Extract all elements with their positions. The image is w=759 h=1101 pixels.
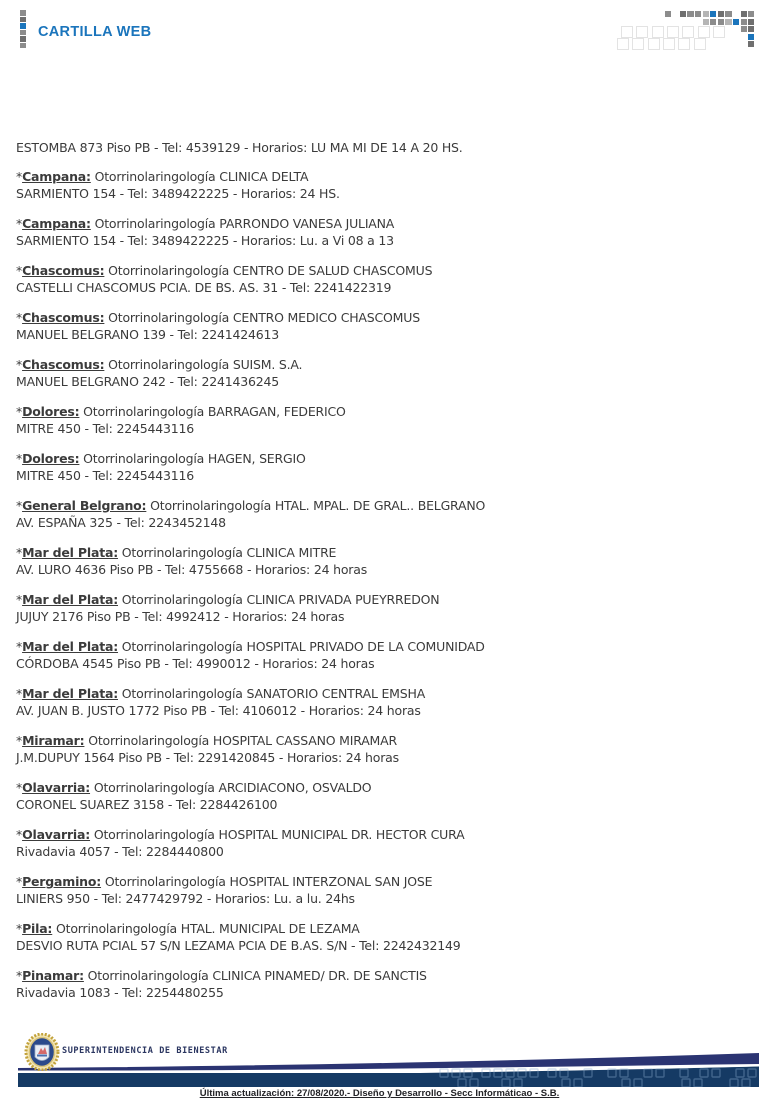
page-header — [0, 0, 759, 62]
entry-asterisk: * — [16, 498, 23, 513]
entry-city: Mar del Plata: — [22, 545, 119, 560]
entry-asterisk: * — [16, 968, 23, 983]
entry-city: Dolores: — [22, 451, 80, 466]
provider-entry — [16, 779, 743, 813]
entry-detail: CASTELLI CHASCOMUS PCIA. DE BS. AS. 31 - Tel: 2241422319 — [16, 280, 392, 295]
entry-asterisk: * — [16, 169, 23, 184]
provider-entry — [16, 920, 743, 954]
entry-provider: Otorrinolaringología HOSPITAL PRIVADO DE LA COMUNIDAD — [118, 639, 485, 654]
entry-headline — [16, 873, 743, 890]
entry-provider: Otorrinolaringología CLINICA DELTA — [90, 169, 309, 184]
entry-headline — [16, 685, 743, 702]
entry-asterisk: * — [16, 404, 23, 419]
entry-headline — [16, 309, 743, 326]
entry-asterisk: * — [16, 545, 23, 560]
entry-detail: JUJUY 2176 Piso PB - Tel: 4992412 - Horarios: 24 horas — [16, 609, 345, 624]
entry-city: Miramar: — [22, 733, 85, 748]
provider-entry — [16, 591, 743, 625]
continued-entry-line: ESTOMBA 873 Piso PB - Tel: 4539129 - Horarios: LU MA MI DE 14 A 20 HS. — [16, 140, 463, 155]
entry-headline — [16, 920, 743, 937]
entry-provider: Otorrinolaringología PARRONDO VANESA JULIANA — [90, 216, 395, 231]
entry-asterisk: * — [16, 780, 23, 795]
entry-headline — [16, 591, 743, 608]
entry-provider: Otorrinolaringología HOSPITAL CASSANO MIRAMAR — [84, 733, 397, 748]
entry-city: Dolores: — [22, 404, 80, 419]
entry-detail: AV. ESPAÑA 325 - Tel: 2243452148 — [16, 515, 226, 530]
entry-provider: Otorrinolaringología CLINICA PINAMED/ DR. DE SANCTIS — [83, 968, 427, 983]
entry-asterisk: * — [16, 874, 23, 889]
entry-detail: LINIERS 950 - Tel: 2477429792 - Horarios: Lu. a lu. 24hs — [16, 891, 355, 906]
page-footer — [0, 1029, 759, 1101]
entry-headline — [16, 826, 743, 843]
entry-detail: DESVIO RUTA PCIAL 57 S/N LEZAMA PCIA DE B.AS. S/N - Tel: 2242432149 — [16, 938, 461, 953]
entry-detail: MITRE 450 - Tel: 2245443116 — [16, 468, 194, 483]
entry-city: Pergamino: — [22, 874, 102, 889]
entry-provider: Otorrinolaringología ARCIDIACONO, OSVALDO — [90, 780, 372, 795]
entry-provider: Otorrinolaringología HAGEN, SERGIO — [79, 451, 306, 466]
entry-detail: AV. LURO 4636 Piso PB - Tel: 4755668 - Horarios: 24 horas — [16, 562, 368, 577]
entry-provider: Otorrinolaringología BARRAGAN, FEDERICO — [79, 404, 346, 419]
page-title: CARTILLA WEB — [38, 24, 152, 40]
entry-headline — [16, 168, 743, 185]
entry-asterisk: * — [16, 263, 23, 278]
entry-headline — [16, 732, 743, 749]
entry-headline — [16, 262, 743, 279]
entry-asterisk: * — [16, 639, 23, 654]
entry-headline — [16, 638, 743, 655]
provider-entry — [16, 638, 743, 672]
entry-asterisk: * — [16, 686, 23, 701]
brand-squares-icon — [20, 10, 26, 49]
provider-entry — [16, 497, 743, 531]
entry-provider: Otorrinolaringología CLINICA MITRE — [118, 545, 337, 560]
entry-detail: SARMIENTO 154 - Tel: 3489422225 - Horarios: Lu. a Vi 08 a 13 — [16, 233, 394, 248]
provider-entry — [16, 309, 743, 343]
entry-provider: Otorrinolaringología CENTRO DE SALUD CHASCOMUS — [104, 263, 433, 278]
entry-provider: Otorrinolaringología SANATORIO CENTRAL EMSHA — [118, 686, 426, 701]
entry-detail: J.M.DUPUY 1564 Piso PB - Tel: 2291420845 - Horarios: 24 horas — [16, 750, 399, 765]
entry-asterisk: * — [16, 592, 23, 607]
entry-detail: AV. JUAN B. JUSTO 1772 Piso PB - Tel: 4106012 - Horarios: 24 horas — [16, 703, 421, 718]
entry-detail: MANUEL BELGRANO 139 - Tel: 2241424613 — [16, 327, 279, 342]
entry-asterisk: * — [16, 216, 23, 231]
entry-headline — [16, 497, 743, 514]
entry-headline — [16, 967, 743, 984]
entry-provider: Otorrinolaringología HTAL. MPAL. DE GRAL.. BELGRANO — [146, 498, 486, 513]
entry-city: Olavarria: — [22, 780, 91, 795]
entry-detail: Rivadavia 4057 - Tel: 2284440800 — [16, 844, 224, 859]
entry-city: Chascomus: — [22, 310, 105, 325]
provider-entry — [16, 732, 743, 766]
entry-city: Chascomus: — [22, 263, 105, 278]
entry-asterisk: * — [16, 310, 23, 325]
provider-entry — [16, 403, 743, 437]
entry-provider: Otorrinolaringología HOSPITAL MUNICIPAL DR. HECTOR CURA — [90, 827, 465, 842]
entry-headline — [16, 215, 743, 232]
org-name: SUPERINTENDENCIA DE BIENESTAR — [62, 1046, 228, 1056]
entry-detail: MANUEL BELGRANO 242 - Tel: 2241436245 — [16, 374, 279, 389]
entry-asterisk: * — [16, 827, 23, 842]
entry-detail: CÓRDOBA 4545 Piso PB - Tel: 4990012 - Horarios: 24 horas — [16, 656, 375, 671]
entry-city: Mar del Plata: — [22, 686, 119, 701]
entry-detail: MITRE 450 - Tel: 2245443116 — [16, 421, 194, 436]
provider-entry — [16, 450, 743, 484]
provider-entry — [16, 356, 743, 390]
entry-detail: CORONEL SUAREZ 3158 - Tel: 2284426100 — [16, 797, 278, 812]
corner-mosaic-decoration — [619, 8, 759, 56]
entry-headline — [16, 356, 743, 373]
provider-entry — [16, 215, 743, 249]
entry-headline — [16, 450, 743, 467]
entry-provider: Otorrinolaringología HOSPITAL INTERZONAL SAN JOSE — [101, 874, 433, 889]
entry-asterisk: * — [16, 733, 23, 748]
provider-entry — [16, 826, 743, 860]
entry-asterisk: * — [16, 451, 23, 466]
entry-headline — [16, 779, 743, 796]
entry-headline — [16, 403, 743, 420]
org-crest-icon — [24, 1033, 60, 1071]
entry-city: Campana: — [22, 216, 91, 231]
entry-asterisk: * — [16, 357, 23, 372]
entry-city: General Belgrano: — [22, 498, 147, 513]
provider-directory — [16, 139, 743, 1014]
provider-entry — [16, 544, 743, 578]
entry-city: Mar del Plata: — [22, 592, 119, 607]
entry-city: Mar del Plata: — [22, 639, 119, 654]
entry-detail: SARMIENTO 154 - Tel: 3489422225 - Horarios: 24 HS. — [16, 186, 340, 201]
provider-entry — [16, 685, 743, 719]
entry-provider: Otorrinolaringología HTAL. MUNICIPAL DE LEZAMA — [52, 921, 360, 936]
entry-city: Pila: — [22, 921, 53, 936]
entry-provider: Otorrinolaringología SUISM. S.A. — [104, 357, 303, 372]
entry-detail: Rivadavia 1083 - Tel: 2254480255 — [16, 985, 224, 1000]
last-update-note: Última actualización: 27/08/2020.- Diseño y Desarrollo - Secc Informáticao - S.B. — [199, 1088, 560, 1099]
entry-city: Campana: — [22, 169, 91, 184]
provider-entry — [16, 168, 743, 202]
entry-asterisk: * — [16, 921, 23, 936]
entry-provider: Otorrinolaringología CENTRO MEDICO CHASCOMUS — [104, 310, 420, 325]
provider-list — [16, 168, 743, 1001]
provider-entry — [16, 262, 743, 296]
entry-headline — [16, 544, 743, 561]
entry-city: Chascomus: — [22, 357, 105, 372]
entry-city: Olavarria: — [22, 827, 91, 842]
provider-entry — [16, 873, 743, 907]
entry-provider: Otorrinolaringología CLINICA PRIVADA PUEYRREDON — [118, 592, 440, 607]
entry-city: Pinamar: — [22, 968, 84, 983]
provider-entry — [16, 967, 743, 1001]
